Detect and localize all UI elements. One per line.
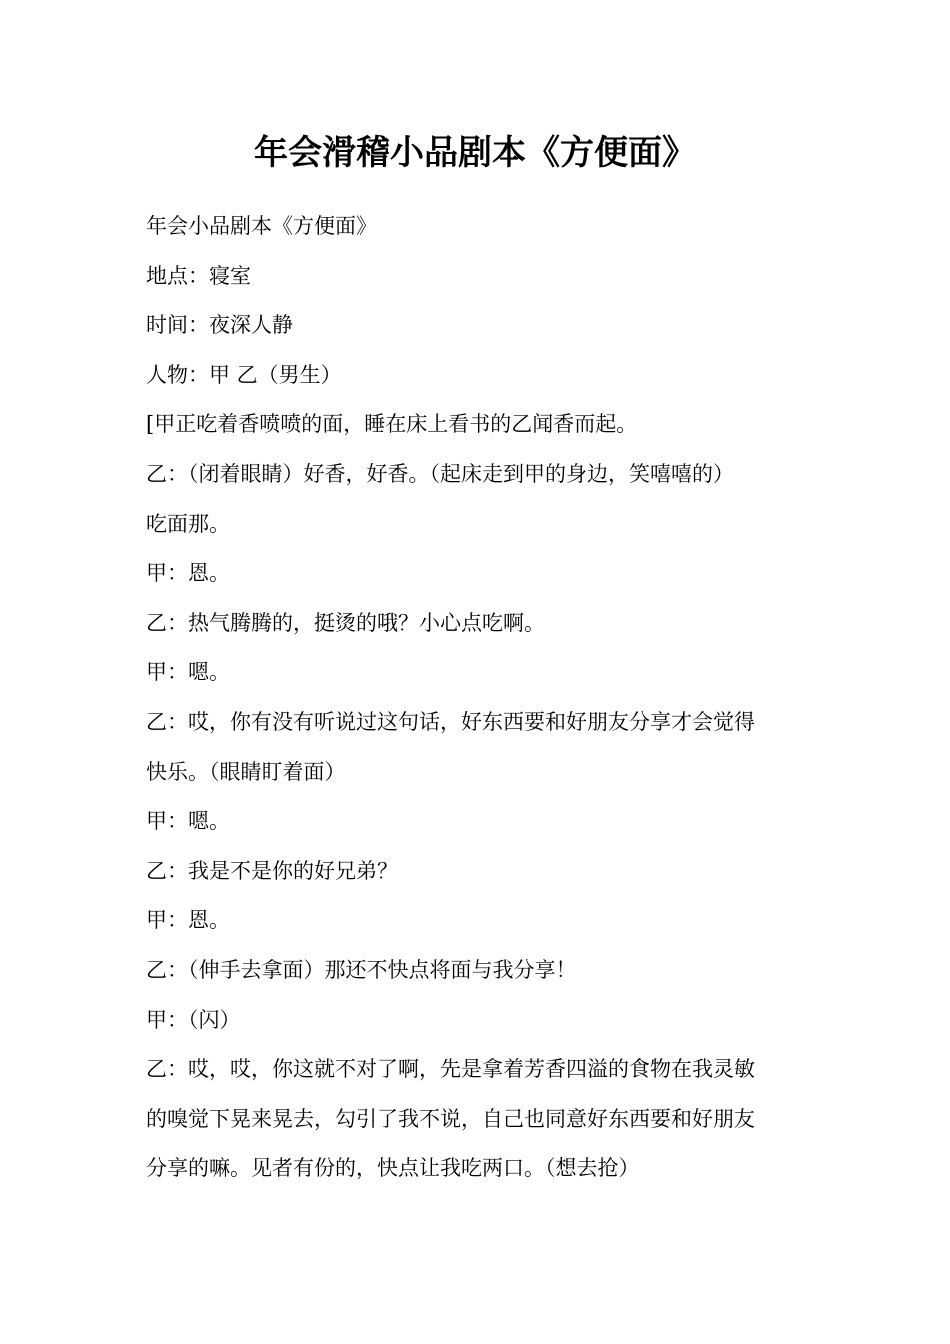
document-body [146, 202, 806, 1194]
script-line: 快乐。（眼睛盯着面） [146, 759, 346, 784]
script-line-stage-direction: [甲正吃着香喷喷的面，睡在床上看书的乙闻香而起。 [146, 412, 638, 437]
script-line-characters: 人物：甲 乙（男生） [146, 362, 342, 387]
script-line: 的嗅觉下晃来晃去，勾引了我不说，自己也同意好东西要和好朋友 [146, 1106, 755, 1131]
script-line: 甲：嗯。 [146, 809, 230, 834]
script-line-location: 地点：寝室 [146, 263, 251, 288]
script-line: 乙：哎，哎，你这就不对了啊，先是拿着芳香四溢的食物在我灵敏 [146, 1057, 755, 1082]
script-line: 乙：我是不是你的好兄弟？ [146, 858, 398, 883]
script-line: 吃面那。 [146, 511, 230, 536]
script-line: 甲：嗯。 [146, 660, 230, 685]
script-line: 乙：热气腾腾的，挺烫的哦？小心点吃啊。 [146, 610, 545, 635]
script-line: 甲：恩。 [146, 908, 230, 933]
script-line: 分享的嘛。见者有份的，快点让我吃两口。（想去抢） [146, 1156, 640, 1181]
script-line: 甲：（闪） [146, 1007, 241, 1032]
script-line: 甲：恩。 [146, 561, 230, 586]
script-line: 乙：哎，你有没有听说过这句话，好东西要和好朋友分享才会觉得 [146, 709, 755, 734]
document-title: 年会滑稽小品剧本《方便面》 [254, 133, 696, 173]
script-line-title: 年会小品剧本《方便面》 [146, 214, 377, 238]
script-line-time: 时间：夜深人静 [146, 313, 293, 338]
script-line: 乙：（伸手去拿面）那还不快点将面与我分享！ [146, 957, 577, 982]
script-line: 乙：（闭着眼睛）好香，好香。（起床走到甲的身边，笑嘻嘻的） [146, 461, 734, 486]
